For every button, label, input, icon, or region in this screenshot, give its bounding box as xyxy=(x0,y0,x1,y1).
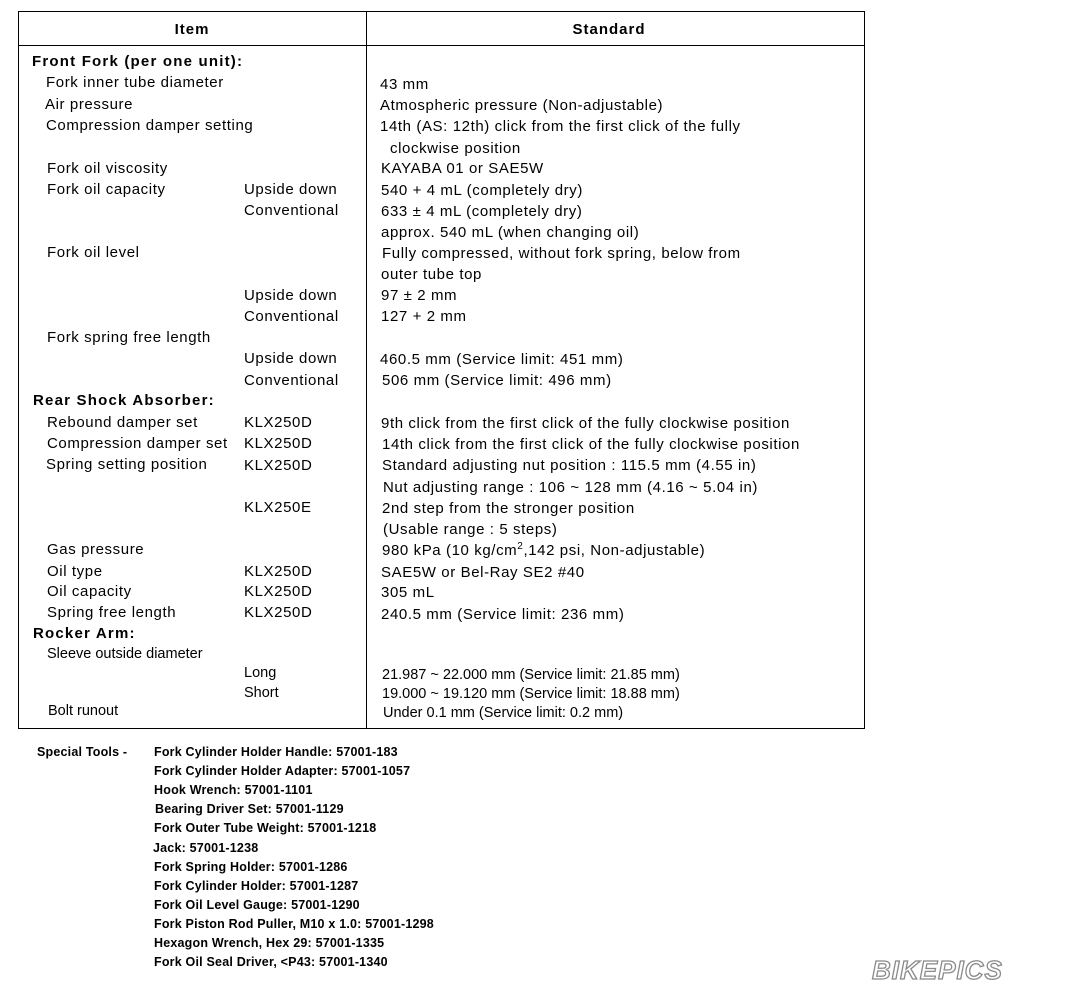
header-standard: Standard xyxy=(572,21,646,38)
column-divider xyxy=(366,12,367,728)
spring-free-length-value: 240.5 mm (Service limit: 236 mm) xyxy=(381,606,625,623)
tool-item: Bearing Driver Set: 57001-1129 xyxy=(155,802,344,816)
sleeve-short-value: 19.000 ~ 19.120 mm (Service limit: 18.88 mm) xyxy=(382,686,680,702)
tool-item: Fork Cylinder Holder: 57001-1287 xyxy=(154,879,359,893)
sleeve-long-sub: Long xyxy=(244,665,277,681)
oil-type-label: Oil type xyxy=(47,563,103,580)
fork-spring-conv-sub: Conventional xyxy=(244,372,339,389)
bolt-runout-value: Under 0.1 mm (Service limit: 0.2 mm) xyxy=(383,705,624,721)
sleeve-long-value: 21.987 ~ 22.000 mm (Service limit: 21.85 mm) xyxy=(382,667,680,683)
fork-oil-viscosity-label: Fork oil viscosity xyxy=(47,160,168,177)
spring-free-length-model: KLX250D xyxy=(244,604,313,621)
compression-damper-label: Compression damper setting xyxy=(46,117,254,134)
fork-inner-tube-value: 43 mm xyxy=(380,76,429,93)
bikepics-watermark: BIKEPICS xyxy=(872,955,1003,985)
rear-shock-heading: Rear Shock Absorber: xyxy=(33,392,215,409)
front-fork-heading: Front Fork (per one unit): xyxy=(32,53,244,70)
tool-item: Fork Outer Tube Weight: 57001-1218 xyxy=(154,821,377,835)
rebound-damper-label: Rebound damper set xyxy=(47,414,198,431)
bolt-runout-label: Bolt runout xyxy=(48,703,119,719)
air-pressure-label: Air pressure xyxy=(45,96,134,113)
rear-compression-label: Compression damper set xyxy=(47,435,228,452)
tool-item: Fork Piston Rod Puller, M10 x 1.0: 57001-1298 xyxy=(154,917,434,931)
fork-oil-level-label: Fork oil level xyxy=(47,244,140,261)
spring-setting-model-d: KLX250D xyxy=(244,457,313,474)
fork-oil-level-value-1: Fully compressed, without fork spring, below from xyxy=(382,245,741,262)
gas-pressure-superscript: 2 xyxy=(517,541,524,552)
fork-inner-tube-label: Fork inner tube diameter xyxy=(46,74,224,91)
fork-oil-level-value-2: outer tube top xyxy=(381,266,482,283)
fork-oil-capacity-upside-sub: Upside down xyxy=(244,181,338,198)
fork-oil-capacity-upside-value: 540 + 4 mL (completely dry) xyxy=(381,182,583,199)
fork-oil-level-conv-value: 127 + 2 mm xyxy=(381,308,467,325)
tool-item: Fork Oil Level Gauge: 57001-1290 xyxy=(154,898,360,912)
fork-spring-upside-value: 460.5 mm (Service limit: 451 mm) xyxy=(380,351,624,368)
oil-type-value: SAE5W or Bel-Ray SE2 #40 xyxy=(381,564,585,581)
fork-oil-capacity-conv-sub: Conventional xyxy=(244,202,339,219)
rear-compression-model: KLX250D xyxy=(244,435,313,452)
oil-capacity-value: 305 mL xyxy=(381,584,435,601)
spring-setting-value-2: Nut adjusting range : 106 ~ 128 mm (4.16 ~ 5.04 in) xyxy=(383,479,758,496)
header-item: Item xyxy=(174,21,210,38)
spring-free-length-label: Spring free length xyxy=(47,604,177,621)
spring-setting-value-3: 2nd step from the stronger position xyxy=(382,500,635,517)
rebound-damper-model: KLX250D xyxy=(244,414,313,431)
specifications-table xyxy=(18,11,865,729)
fork-spring-conv-value: 506 mm (Service limit: 496 mm) xyxy=(382,372,612,389)
gas-pressure-value xyxy=(382,542,705,560)
fork-spring-length-label: Fork spring free length xyxy=(47,329,211,346)
fork-oil-capacity-approx-value: approx. 540 mL (when changing oil) xyxy=(381,224,640,241)
fork-oil-capacity-conv-value: 633 ± 4 mL (completely dry) xyxy=(381,203,583,220)
compression-damper-value-2: clockwise position xyxy=(390,140,521,157)
tool-item: Fork Spring Holder: 57001-1286 xyxy=(154,860,348,874)
header-rule xyxy=(19,45,864,46)
oil-capacity-label: Oil capacity xyxy=(47,583,132,600)
tool-item: Hexagon Wrench, Hex 29: 57001-1335 xyxy=(154,936,385,950)
sleeve-diameter-label: Sleeve outside diameter xyxy=(47,646,203,662)
tool-item: Jack: 57001-1238 xyxy=(153,841,259,855)
oil-type-model: KLX250D xyxy=(244,563,313,580)
gas-pressure-value-post: ,142 psi, Non-adjustable) xyxy=(523,542,706,559)
tool-item: Fork Cylinder Holder Adapter: 57001-1057 xyxy=(154,764,411,778)
fork-spring-upside-sub: Upside down xyxy=(244,350,338,367)
fork-oil-viscosity-value: KAYABA 01 or SAE5W xyxy=(381,160,544,177)
gas-pressure-label: Gas pressure xyxy=(47,541,145,558)
tool-item: Fork Oil Seal Driver, <P43: 57001-1340 xyxy=(154,955,388,969)
special-tools-label: Special Tools - xyxy=(37,745,128,759)
air-pressure-value: Atmospheric pressure (Non-adjustable) xyxy=(380,97,664,114)
oil-capacity-model: KLX250D xyxy=(244,583,313,600)
fork-oil-capacity-label: Fork oil capacity xyxy=(47,181,166,198)
spring-setting-label: Spring setting position xyxy=(46,456,208,473)
fork-oil-level-conv-sub: Conventional xyxy=(244,308,339,325)
fork-oil-level-upside-sub: Upside down xyxy=(244,287,338,304)
tool-item: Hook Wrench: 57001-1101 xyxy=(154,783,313,797)
spring-setting-value-1: Standard adjusting nut position : 115.5 mm (4.55 in) xyxy=(382,457,757,474)
spring-setting-value-4: (Usable range : 5 steps) xyxy=(383,521,558,538)
tool-item: Fork Cylinder Holder Handle: 57001-183 xyxy=(154,745,398,759)
gas-pressure-value-pre: 980 kPa (10 kg/cm xyxy=(382,542,518,559)
rear-compression-value: 14th click from the first click of the fully clockwise position xyxy=(382,436,800,453)
rocker-arm-heading: Rocker Arm: xyxy=(33,625,136,642)
sleeve-short-sub: Short xyxy=(244,685,279,701)
compression-damper-value-1: 14th (AS: 12th) click from the first click of the fully xyxy=(380,118,741,135)
rebound-damper-value: 9th click from the first click of the fully clockwise position xyxy=(381,415,790,432)
spring-setting-model-e: KLX250E xyxy=(244,499,312,516)
fork-oil-level-upside-value: 97 ± 2 mm xyxy=(381,287,458,304)
